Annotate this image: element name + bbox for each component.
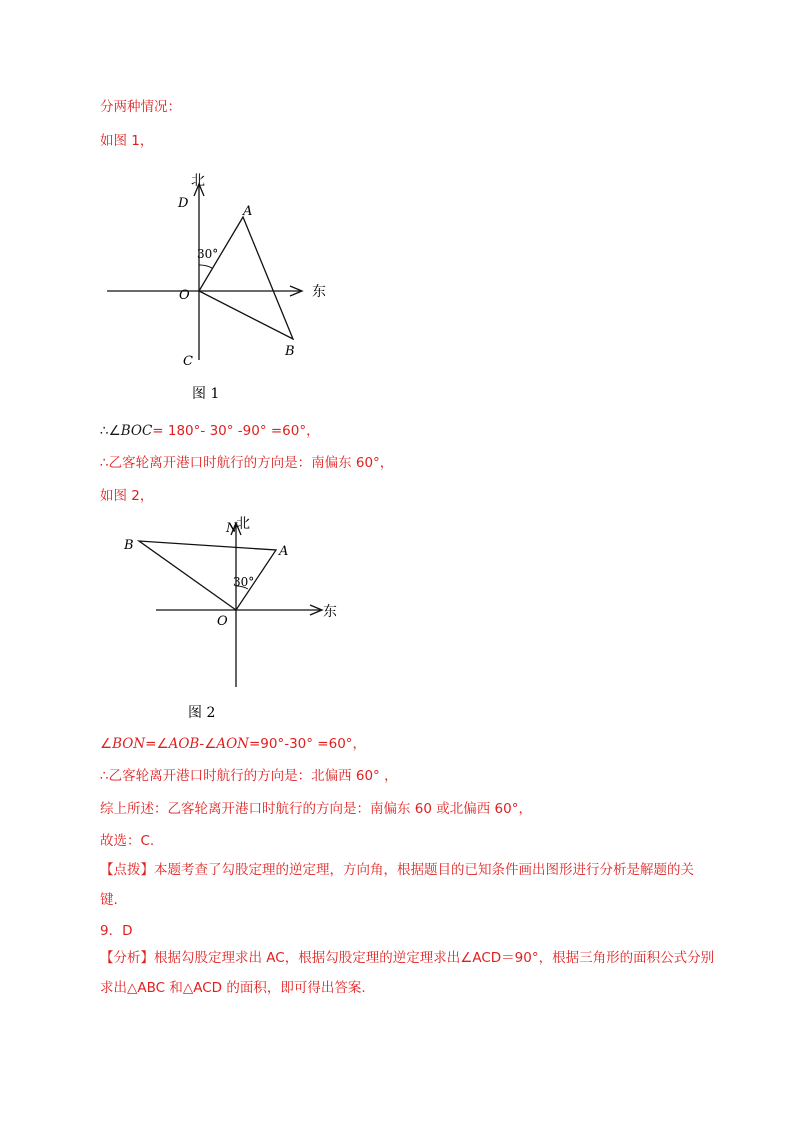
fig2-angle-label: 30° xyxy=(233,575,255,589)
fig1-label-B: B xyxy=(285,344,295,359)
line-direction-northwest: ∴乙客轮离开港口时航行的方向是：北偏西 60° ， xyxy=(100,768,398,784)
line-figure1-ref: 如图 1， xyxy=(100,133,154,149)
fig1-angle-label: 30° xyxy=(197,247,219,261)
fig1-label-O: O xyxy=(179,288,190,303)
fig2-caption: 图 2 xyxy=(188,705,216,721)
line-angle-boc xyxy=(100,421,320,441)
tip-line-1: 【点拨】本题考查了勾股定理的逆定理，方向角，根据题目的已知条件画出图形进行分析是解题的关 xyxy=(100,862,694,878)
fig1-label-D: D xyxy=(178,196,189,211)
figure-1 xyxy=(105,165,345,405)
fig2-label-N: N xyxy=(226,521,238,536)
line-figure2-ref: 如图 2， xyxy=(100,488,154,504)
line-direction-southeast: ∴乙客轮离开港口时航行的方向是：南偏东 60°， xyxy=(100,455,394,471)
question-9-answer: 9．D xyxy=(100,923,133,939)
angle-bon-name: BON xyxy=(112,736,146,752)
fig1-label-C: C xyxy=(183,354,193,369)
minus-angle-symbol: -∠ xyxy=(199,736,217,752)
angle-bon-calc: =90°-30° =60°， xyxy=(248,736,367,752)
fig2-label-B: B xyxy=(124,538,134,553)
line-answer-choice: 故选：C. xyxy=(100,833,155,849)
analysis-line-2: 求出△ABC 和△ACD 的面积，即可得出答案. xyxy=(100,980,366,996)
fig2-label-A: A xyxy=(279,544,289,559)
line-two-cases: 分两种情况： xyxy=(100,99,181,115)
analysis-paragraph xyxy=(100,943,732,1003)
figure-2 xyxy=(120,512,350,722)
fig2-north-label: 北 xyxy=(236,516,250,532)
angle-boc-calc: = 180°- 30° -90° =60°， xyxy=(152,423,320,439)
analysis-line-1: 【分析】根据勾股定理求出 AC，根据勾股定理的逆定理求出∠ACD＝90°，根据三角形的面积公式分别 xyxy=(100,950,715,966)
fig2-label-O: O xyxy=(217,614,228,629)
fig1-north-label: 北 xyxy=(191,173,205,189)
therefore-angle-symbol: ∴∠ xyxy=(100,423,121,439)
angle-aon-name: AON xyxy=(216,736,249,752)
angle-boc-name: BOC xyxy=(120,423,153,439)
fig1-east-label: 东 xyxy=(312,284,326,300)
tip-line-2: 键. xyxy=(100,892,118,908)
fig2-east-label: 东 xyxy=(323,604,337,620)
angle-symbol: ∠ xyxy=(100,736,113,752)
line-angle-bon xyxy=(100,734,366,754)
tip-paragraph xyxy=(100,855,732,915)
equals-angle-symbol: =∠ xyxy=(145,736,169,752)
fig1-caption: 图 1 xyxy=(192,386,220,402)
line-summary: 综上所述：乙客轮离开港口时航行的方向是：南偏东 60 或北偏西 60°， xyxy=(100,801,532,817)
angle-aob-name: AOB xyxy=(168,736,200,752)
fig1-label-A: A xyxy=(243,204,253,219)
